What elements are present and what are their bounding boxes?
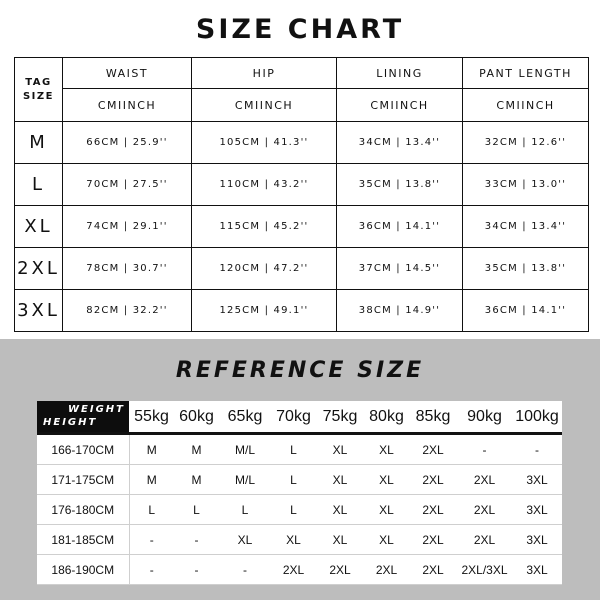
weight-header: 70kg [271,401,316,434]
size-cell: XL [316,495,364,525]
lining-value: 35CM | 13.8'' [337,164,463,206]
size-cell: 3XL [512,525,562,555]
size-cell: 3XL [512,465,562,495]
reference-size-table [37,401,562,585]
size-cell: L [271,495,316,525]
size-cell: 3XL [512,555,562,585]
size-label-xl: XL [15,206,63,248]
size-cell: XL [316,434,364,465]
size-cell: 2XL [409,495,457,525]
table-row [37,465,562,495]
size-cell: 2XL [364,555,409,585]
size-cell: 2XL [457,465,512,495]
page-title: SIZE CHART [195,14,405,45]
waist-value: 70CM | 27.5'' [63,164,192,206]
size-cell: XL [364,495,409,525]
size-cell: L [174,495,219,525]
waist-value: 82CM | 32.2'' [63,290,192,332]
reference-size-section [0,339,600,600]
weight-height-corner [37,401,129,434]
table-row [37,495,562,525]
weight-header: 90kg [457,401,512,434]
size-cell: 2XL [457,525,512,555]
size-cell: 2XL/3XL [457,555,512,585]
waist-value: 74CM | 29.1'' [63,206,192,248]
size-cell: - [174,555,219,585]
height-range: 181-185CM [37,525,129,555]
size-cell: XL [271,525,316,555]
size-cell: - [512,434,562,465]
size-cell: L [271,465,316,495]
header-pant-length: PANT LENGTH [463,58,589,89]
lining-value: 37CM | 14.5'' [337,248,463,290]
header-waist: WAIST [63,58,192,89]
size-cell: 2XL [409,555,457,585]
header-hip: HIP [192,58,337,89]
table-row [15,290,589,332]
height-range: 171-175CM [37,465,129,495]
weight-header: 55kg [129,401,174,434]
pant-length-value: 35CM | 13.8'' [463,248,589,290]
hip-value: 120CM | 47.2'' [192,248,337,290]
hip-value: 110CM | 43.2'' [192,164,337,206]
reference-header-row [37,401,562,434]
weight-header: 75kg [316,401,364,434]
header-lining: LINING [337,58,463,89]
size-label-m: M [15,122,63,164]
weight-header: 100kg [512,401,562,434]
height-label: HEIGHT [43,417,98,428]
height-range: 166-170CM [37,434,129,465]
size-cell: 2XL [409,525,457,555]
size-cell: M [129,434,174,465]
size-cell: - [129,555,174,585]
size-cell: XL [316,465,364,495]
size-cell: 2XL [271,555,316,585]
size-cell: - [129,525,174,555]
size-cell: M/L [219,465,271,495]
pant-length-value: 33CM | 13.0'' [463,164,589,206]
waist-value: 78CM | 30.7'' [63,248,192,290]
size-cell: XL [219,525,271,555]
unit-waist: CMIINCH [63,89,192,122]
size-cell: M [129,465,174,495]
size-label-2xl: 2XL [15,248,63,290]
height-range: 176-180CM [37,495,129,525]
table-row [15,164,589,206]
size-cell: M [174,465,219,495]
size-cell: 2XL [457,495,512,525]
size-cell: XL [364,434,409,465]
size-cell: - [174,525,219,555]
size-cell: 3XL [512,495,562,525]
lining-value: 34CM | 13.4'' [337,122,463,164]
weight-header: 65kg [219,401,271,434]
height-range: 186-190CM [37,555,129,585]
size-label-3xl: 3XL [15,290,63,332]
size-cell: XL [316,525,364,555]
size-cell: 2XL [409,465,457,495]
table-row [15,248,589,290]
reference-size-title: REFERENCE SIZE [175,358,425,383]
pant-length-value: 34CM | 13.4'' [463,206,589,248]
size-cell: M/L [219,434,271,465]
pant-length-value: 32CM | 12.6'' [463,122,589,164]
unit-pant-length: CMIINCH [463,89,589,122]
size-label: SIZE [22,90,54,102]
unit-hip: CMIINCH [192,89,337,122]
size-cell: XL [364,525,409,555]
lining-value: 38CM | 14.9'' [337,290,463,332]
hip-value: 115CM | 45.2'' [192,206,337,248]
size-cell: M [174,434,219,465]
hip-value: 105CM | 41.3'' [192,122,337,164]
size-cell: XL [364,465,409,495]
size-cell: - [457,434,512,465]
table-row [37,434,562,465]
tag-size-header [15,58,63,122]
size-cell: L [219,495,271,525]
weight-label: WEIGHT [68,404,125,415]
pant-length-value: 36CM | 14.1'' [463,290,589,332]
table-row [15,122,589,164]
table-row [37,525,562,555]
lining-value: 36CM | 14.1'' [337,206,463,248]
waist-value: 66CM | 25.9'' [63,122,192,164]
size-cell: 2XL [409,434,457,465]
weight-header: 80kg [364,401,409,434]
size-cell: L [271,434,316,465]
size-label-l: L [15,164,63,206]
weight-header: 85kg [409,401,457,434]
weight-header: 60kg [174,401,219,434]
size-chart-table [14,57,589,332]
size-cell: - [219,555,271,585]
size-cell: L [129,495,174,525]
hip-value: 125CM | 49.1'' [192,290,337,332]
size-cell: 2XL [316,555,364,585]
unit-lining: CMIINCH [337,89,463,122]
table-row [37,555,562,585]
tag-label: TAG [25,76,52,88]
table-row [15,206,589,248]
